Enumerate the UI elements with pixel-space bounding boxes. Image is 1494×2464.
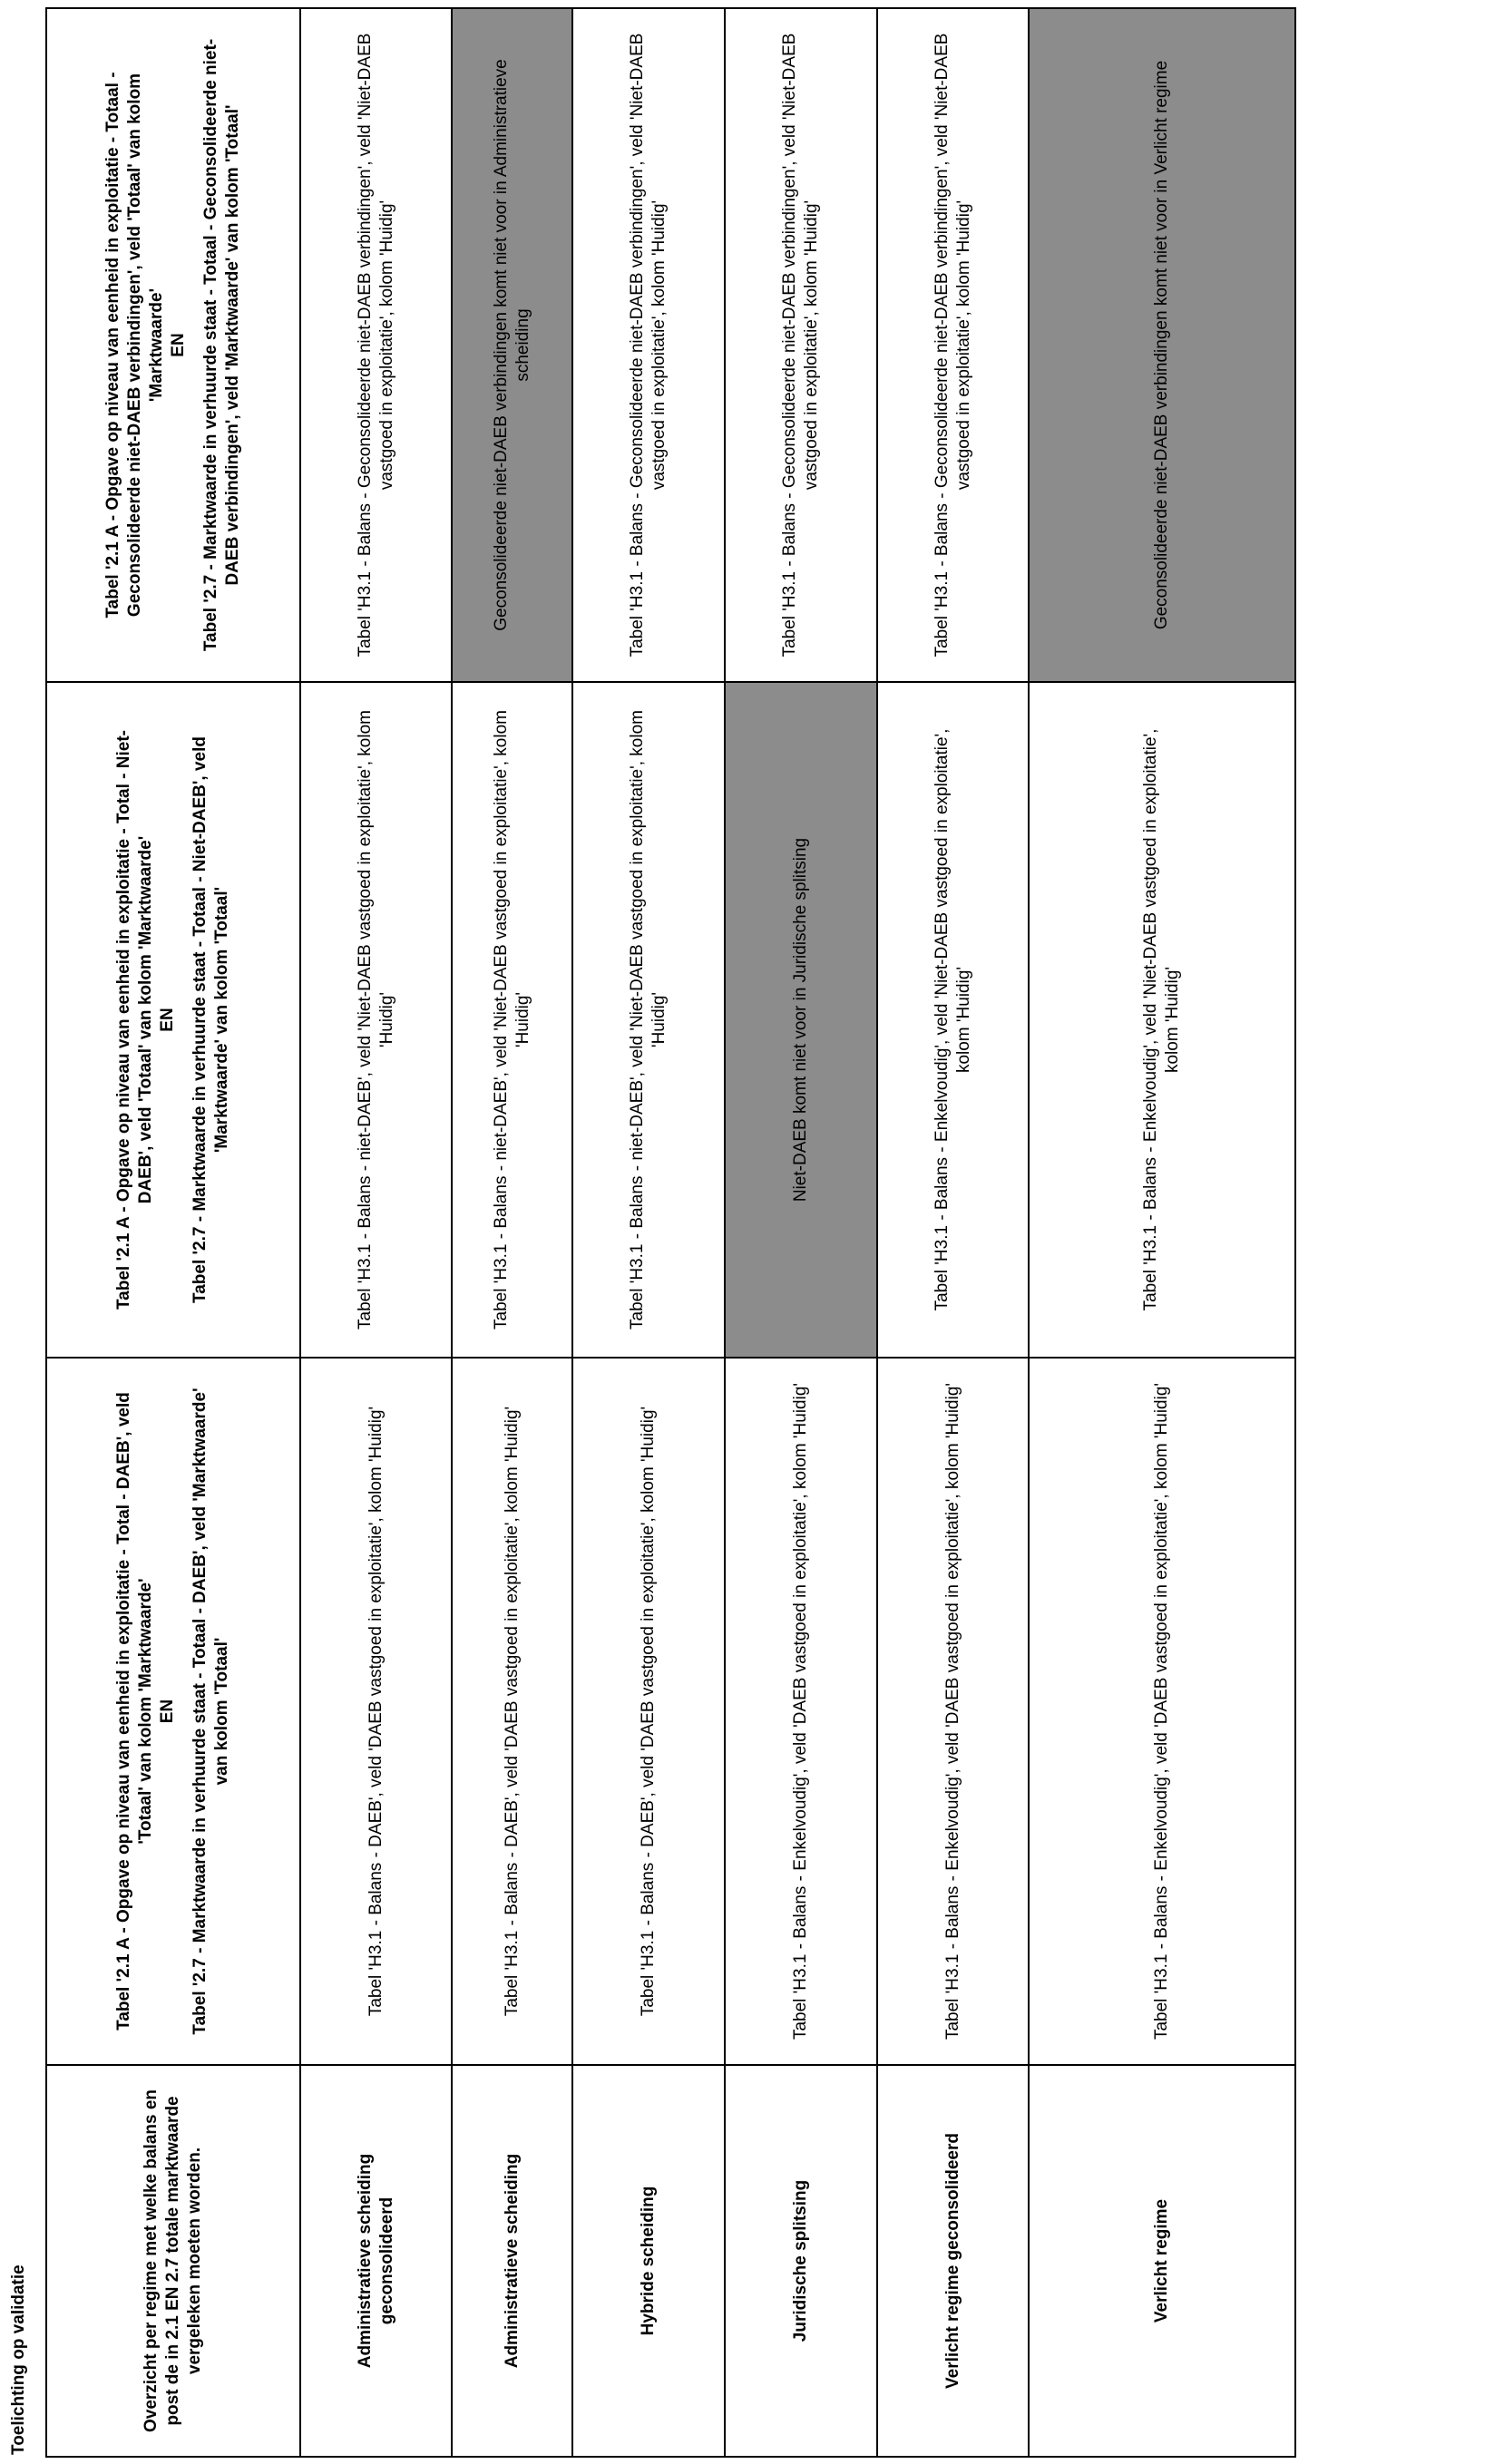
table-row [572, 8, 725, 2457]
daeb-cell: Tabel 'H3.1 - Balans - Enkelvoudig', veld 'DAEB vastgoed in exploitatie', kolom 'Huidig' [1029, 1358, 1295, 2065]
header-daeb-line2: Tabel '2.7 - Marktwaarde in verhuurde staat - Totaal - DAEB', veld 'Marktwaarde' van kolom 'Totaal' [190, 1388, 231, 2035]
header-daeb-line1: Tabel '2.1 A - Opgave op niveau van eenheid in exploitatie - Total - DAEB', veld 'Totaal' van kolom 'Marktwaarde' [114, 1392, 155, 2031]
regime-cell: Administratieve scheiding geconsolideerd [300, 2065, 452, 2457]
niet-daeb-cell: Tabel 'H3.1 - Balans - niet-DAEB', veld 'Niet-DAEB vastgoed in exploitatie', kolom 'Huidig' [300, 682, 452, 1358]
table-row [300, 8, 452, 2457]
header-regime-cell [46, 2065, 300, 2457]
geconsolideerd-cell: Tabel 'H3.1 - Balans - Geconsolideerde niet-DAEB verbindingen', veld 'Niet-DAEB vastgoed in exploitatie', kolom 'Huidig' [572, 8, 725, 682]
geconsolideerd-cell: Tabel 'H3.1 - Balans - Geconsolideerde niet-DAEB verbindingen', veld 'Niet-DAEB vastgoed in exploitatie', kolom 'Huidig' [877, 8, 1029, 682]
header-geconsolideerd-line1: Tabel '2.1 A - Opgave op niveau van eenheid in exploitatie - Totaal - Geconsolideerde niet-DAEB verbindingen', veld 'Totaal' van kolom 'Marktwaarde' [103, 72, 166, 618]
header-niet-daeb-line1: Tabel '2.1 A - Opgave op niveau van eenheid in exploitatie - Total - Niet-DAEB', veld 'Totaal' van kolom 'Marktwaarde' [114, 729, 155, 1310]
table-row [1029, 8, 1295, 2457]
niet-daeb-cell: Tabel 'H3.1 - Balans - Enkelvoudig', veld 'Niet-DAEB vastgoed in exploitatie', kolom 'Huidig' [1029, 682, 1295, 1358]
header-niet-daeb-cell [46, 682, 300, 1358]
niet-daeb-na-cell: Niet-DAEB komt niet voor in Juridische splitsing [725, 682, 877, 1358]
niet-daeb-cell: Tabel 'H3.1 - Balans - niet-DAEB', veld 'Niet-DAEB vastgoed in exploitatie', kolom 'Huidig' [452, 682, 572, 1358]
header-niet-daeb-line2: Tabel '2.7 - Marktwaarde in verhuurde staat - Totaal - Niet-DAEB', veld 'Marktwaarde' van kolom 'Totaal' [190, 736, 231, 1303]
regime-cell: Verlicht regime geconsolideerd [877, 2065, 1029, 2457]
daeb-cell: Tabel 'H3.1 - Balans - Enkelvoudig', veld 'DAEB vastgoed in exploitatie', kolom 'Huidig' [725, 1358, 877, 2065]
regime-cell: Administratieve scheiding [452, 2065, 572, 2457]
geconsolideerd-cell: Tabel 'H3.1 - Balans - Geconsolideerde niet-DAEB verbindingen', veld 'Niet-DAEB vastgoed in exploitatie', kolom 'Huidig' [725, 8, 877, 682]
page-caption: Toelichting op validatie [9, 2264, 28, 2455]
geconsolideerd-cell: Tabel 'H3.1 - Balans - Geconsolideerde niet-DAEB verbindingen', veld 'Niet-DAEB vastgoed in exploitatie', kolom 'Huidig' [300, 8, 452, 682]
header-daeb-en: EN [158, 1699, 177, 1724]
header-daeb-cell [46, 1358, 300, 2065]
geconsolideerd-na-cell: Geconsolideerde niet-DAEB verbindingen komt niet voor in Verlicht regime [1029, 8, 1295, 682]
regime-cell: Hybride scheiding [572, 2065, 725, 2457]
daeb-cell: Tabel 'H3.1 - Balans - DAEB', veld 'DAEB vastgoed in exploitatie', kolom 'Huidig' [572, 1358, 725, 2065]
regime-cell: Verlicht regime [1029, 2065, 1295, 2457]
header-geconsolideerd-line2: Tabel '2.7 - Marktwaarde in verhuurde staat - Totaal - Geconsolideerde niet-DAEB verbindingen', veld 'Marktwaarde' van kolom 'Totaal' [201, 38, 242, 652]
daeb-cell: Tabel 'H3.1 - Balans - Enkelvoudig', veld 'DAEB vastgoed in exploitatie', kolom 'Huidig' [877, 1358, 1029, 2065]
validation-table [45, 7, 1296, 2458]
header-niet-daeb-en: EN [158, 1008, 177, 1032]
daeb-cell: Tabel 'H3.1 - Balans - DAEB', veld 'DAEB vastgoed in exploitatie', kolom 'Huidig' [300, 1358, 452, 2065]
header-row [46, 8, 300, 2457]
table-row [877, 8, 1029, 2457]
niet-daeb-cell: Tabel 'H3.1 - Balans - niet-DAEB', veld 'Niet-DAEB vastgoed in exploitatie', kolom 'Huidig' [572, 682, 725, 1358]
geconsolideerd-na-cell: Geconsolideerde niet-DAEB verbindingen komt niet voor in Administratieve scheiding [452, 8, 572, 682]
table-row [725, 8, 877, 2457]
header-geconsolideerd-en: EN [169, 333, 188, 357]
niet-daeb-cell: Tabel 'H3.1 - Balans - Enkelvoudig', veld 'Niet-DAEB vastgoed in exploitatie', kolom 'Huidig' [877, 682, 1029, 1358]
header-geconsolideerd-cell [46, 8, 300, 682]
daeb-cell: Tabel 'H3.1 - Balans - DAEB', veld 'DAEB vastgoed in exploitatie', kolom 'Huidig' [452, 1358, 572, 2065]
table-row [452, 8, 572, 2457]
regime-cell: Juridische splitsing [725, 2065, 877, 2457]
header-regime-label: Overzicht per regime met welke balans en post de in 2.1 EN 2.7 totale marktwaarde vergeleken moeten worden. [142, 2089, 204, 2433]
